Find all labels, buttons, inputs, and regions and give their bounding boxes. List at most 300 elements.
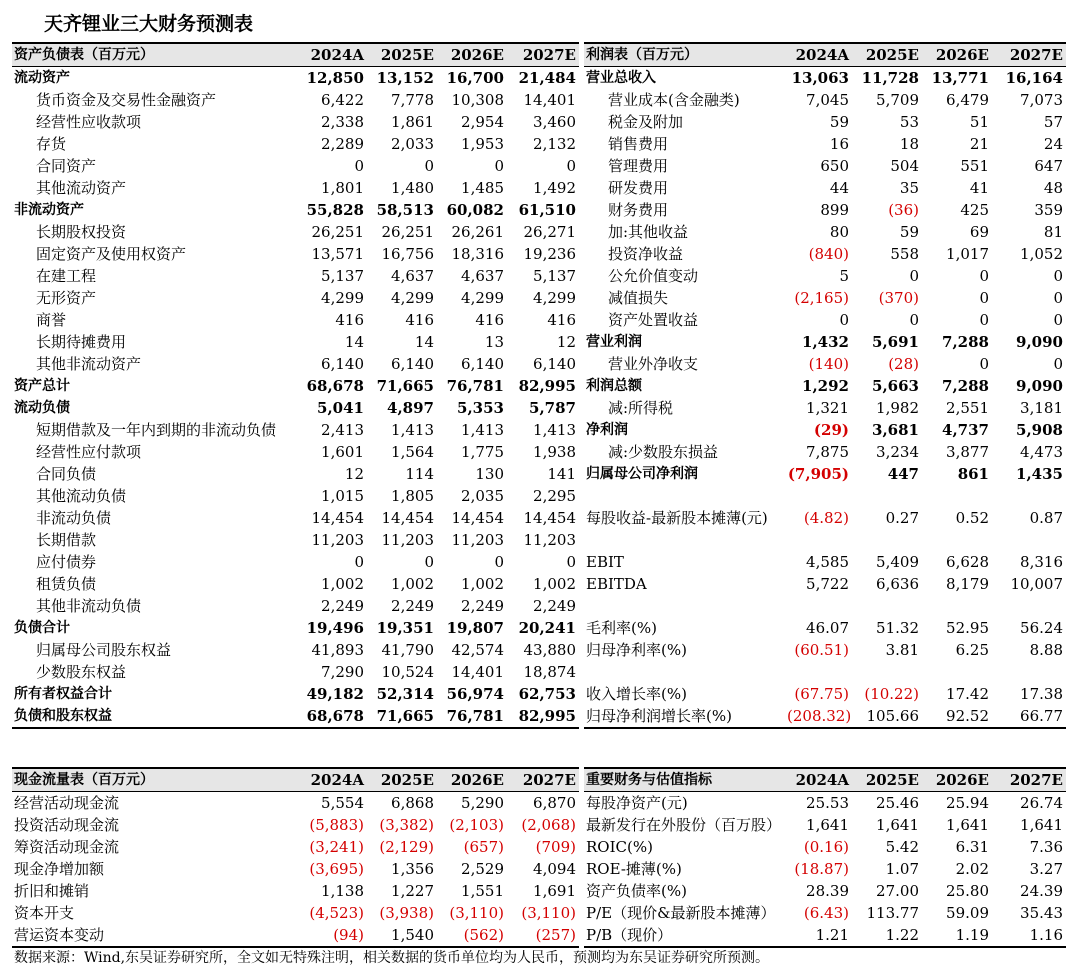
value-cell: 1.22 <box>852 924 922 947</box>
value-cell: 92.52 <box>922 705 992 728</box>
row-label: 投资活动现金流 <box>14 816 120 834</box>
value-cell: 558 <box>890 245 919 263</box>
row-label: 应付债券 <box>36 553 97 571</box>
value-cell: 2,132 <box>533 135 576 153</box>
table-row <box>12 221 579 243</box>
row-label: 营业外净收支 <box>608 355 699 373</box>
year-header: 2025E <box>852 43 922 67</box>
value-cell: 1,938 <box>533 443 576 461</box>
value-cell: 1,017 <box>946 245 989 263</box>
value-cell: 11,203 <box>451 531 504 549</box>
value-cell: 25.46 <box>876 794 919 812</box>
table-row <box>584 331 1066 353</box>
value-cell: 24 <box>1043 135 1063 153</box>
value-cell: 4,637 <box>461 267 504 285</box>
value-cell: 8,316 <box>1020 553 1063 571</box>
year-header: 2024A <box>787 43 852 67</box>
table-row <box>12 880 579 902</box>
value-cell: 0 <box>909 267 919 285</box>
value-cell: 1,485 <box>461 179 504 197</box>
table-row <box>584 397 1066 419</box>
row-label: EBIT <box>586 553 624 571</box>
row-label <box>584 485 787 507</box>
value-cell: 2,249 <box>391 597 434 615</box>
row-label: 非流动负债 <box>36 509 112 527</box>
value-cell: 425 <box>960 201 989 219</box>
row-label: 税金及附加 <box>608 113 684 131</box>
value-cell: (2,129) <box>379 838 434 856</box>
table-row <box>584 177 1066 199</box>
value-cell: 6,870 <box>533 794 576 812</box>
value-cell: 20,241 <box>518 619 576 637</box>
row-label: 研发费用 <box>608 179 669 197</box>
value-cell: 59 <box>829 113 849 131</box>
table-row <box>12 331 579 353</box>
table-row <box>584 67 1066 90</box>
valuation-indicators-table <box>584 767 1066 948</box>
table-row <box>12 573 579 595</box>
value-cell: 5,691 <box>872 333 919 351</box>
row-label: 长期股权投资 <box>36 223 127 241</box>
value-cell: 5,554 <box>321 794 364 812</box>
value-cell: 2.02 <box>955 860 989 878</box>
table-row <box>584 858 1066 880</box>
value-cell: 53 <box>899 113 919 131</box>
value-cell: (18.87) <box>794 860 849 878</box>
value-cell: 4,737 <box>942 421 989 439</box>
value-cell <box>922 595 992 617</box>
value-cell: 1,564 <box>391 443 434 461</box>
value-cell: 114 <box>405 465 434 483</box>
value-cell: 35.43 <box>1020 904 1063 922</box>
value-cell: 25.53 <box>806 794 849 812</box>
row-label: 财务费用 <box>608 201 669 219</box>
row-label: 合同负债 <box>36 465 97 483</box>
value-cell: 42,574 <box>451 641 504 659</box>
value-cell: 6,140 <box>321 355 364 373</box>
table-row <box>584 551 1066 573</box>
row-label: 归属母公司股东权益 <box>36 641 172 659</box>
row-label: 资产负债率(%) <box>586 882 687 900</box>
value-cell: 41,893 <box>311 641 364 659</box>
table-row <box>12 858 579 880</box>
value-cell <box>852 595 922 617</box>
value-cell: 61,510 <box>518 201 576 219</box>
value-cell: 416 <box>335 311 364 329</box>
value-cell: 416 <box>475 311 504 329</box>
value-cell: 43,880 <box>523 641 576 659</box>
table-row <box>12 507 579 529</box>
value-cell: 16 <box>829 135 849 153</box>
row-label: 营运资本变动 <box>12 924 303 947</box>
value-cell: 0 <box>354 553 364 571</box>
value-cell: 5,787 <box>529 399 576 417</box>
value-cell: (562) <box>437 924 507 947</box>
value-cell: 0 <box>979 311 989 329</box>
year-header: 2025E <box>367 43 437 67</box>
row-label: 减:少数股东损益 <box>608 443 719 461</box>
table-row <box>584 375 1066 397</box>
row-label: 少数股东权益 <box>36 663 127 681</box>
value-cell: 1.16 <box>992 924 1066 947</box>
table-row <box>12 617 579 639</box>
value-cell: 1,641 <box>876 816 919 834</box>
value-cell: 26,251 <box>381 223 434 241</box>
value-cell: 16,700 <box>446 69 504 87</box>
table-row <box>12 529 579 551</box>
year-header: 2026E <box>437 768 507 792</box>
value-cell: 1,227 <box>391 882 434 900</box>
table-row <box>584 924 1066 947</box>
year-header: 2026E <box>922 43 992 67</box>
value-cell: 5,290 <box>461 794 504 812</box>
value-cell: 10,007 <box>1010 575 1063 593</box>
value-cell: 4,299 <box>321 289 364 307</box>
value-cell: (257) <box>507 924 579 947</box>
value-cell: 504 <box>890 157 919 175</box>
table-row <box>584 814 1066 836</box>
value-cell: 49,182 <box>306 685 364 703</box>
value-cell: 58,513 <box>376 201 434 219</box>
value-cell: 4,299 <box>461 289 504 307</box>
value-cell: 19,351 <box>376 619 434 637</box>
value-cell: 5,663 <box>872 377 919 395</box>
row-label: 其他非流动负债 <box>36 597 142 615</box>
value-cell: 46.07 <box>806 619 849 637</box>
value-cell: (709) <box>535 838 576 856</box>
row-label: 营业成本(含金融类) <box>608 91 740 109</box>
value-cell: 3,877 <box>946 443 989 461</box>
value-cell: (28) <box>888 355 919 373</box>
value-cell: 1,435 <box>1016 465 1063 483</box>
value-cell: 14 <box>414 333 434 351</box>
table-row <box>584 529 1066 551</box>
table-row <box>12 683 579 705</box>
value-cell: 1,801 <box>321 179 364 197</box>
value-cell: 21 <box>969 135 989 153</box>
value-cell: 28.39 <box>806 882 849 900</box>
value-cell: 0 <box>494 157 504 175</box>
year-header: 2024A <box>787 768 852 792</box>
value-cell: 113.77 <box>866 904 919 922</box>
value-cell: (4.82) <box>803 509 849 527</box>
table-row <box>584 221 1066 243</box>
row-label: 现金净增加额 <box>14 860 105 878</box>
value-cell: 71,665 <box>367 705 437 728</box>
value-cell: (3,695) <box>309 860 364 878</box>
year-header: 2024A <box>303 43 367 67</box>
value-cell: 11,203 <box>311 531 364 549</box>
value-cell: 6,868 <box>391 794 434 812</box>
value-cell: 1,052 <box>1020 245 1063 263</box>
row-label: 商誉 <box>36 311 67 329</box>
value-cell: 80 <box>829 223 849 241</box>
table-row <box>584 485 1066 507</box>
value-cell: 6.31 <box>955 838 989 856</box>
value-cell: 25.80 <box>946 882 989 900</box>
table-row <box>12 67 579 90</box>
row-label: P/E（现价&最新股本摊薄） <box>586 904 776 922</box>
value-cell: 17.38 <box>1020 685 1063 703</box>
value-cell: 1,002 <box>321 575 364 593</box>
value-cell: (2,103) <box>449 816 504 834</box>
value-cell: (36) <box>888 201 919 219</box>
row-label: 归母净利润增长率(%) <box>584 705 787 728</box>
value-cell: 14,454 <box>381 509 434 527</box>
value-cell <box>922 485 992 507</box>
value-cell: 1,413 <box>533 421 576 439</box>
value-cell: 26,251 <box>311 223 364 241</box>
value-cell: 130 <box>475 465 504 483</box>
value-cell: 3.27 <box>1029 860 1063 878</box>
value-cell: 12 <box>556 333 576 351</box>
value-cell: 416 <box>405 311 434 329</box>
value-cell: 0.27 <box>885 509 919 527</box>
value-cell: 19,496 <box>306 619 364 637</box>
value-cell: 0 <box>909 311 919 329</box>
value-cell: 551 <box>960 157 989 175</box>
value-cell: 1,551 <box>461 882 504 900</box>
value-cell: 9,090 <box>1016 377 1063 395</box>
value-cell: (140) <box>808 355 849 373</box>
value-cell: 12 <box>344 465 364 483</box>
value-cell: 14,454 <box>523 509 576 527</box>
value-cell: 1,138 <box>321 882 364 900</box>
table-row <box>584 880 1066 902</box>
value-cell: 60,082 <box>446 201 504 219</box>
value-cell: 5,409 <box>876 553 919 571</box>
value-cell <box>922 529 992 551</box>
income-statement-table <box>584 42 1066 729</box>
table-row <box>12 375 579 397</box>
row-label: 存货 <box>36 135 67 153</box>
table-row <box>584 792 1066 815</box>
value-cell: 16,756 <box>381 245 434 263</box>
value-cell: 66.77 <box>992 705 1066 728</box>
value-cell: 1.19 <box>922 924 992 947</box>
row-label: 非流动资产 <box>14 202 84 218</box>
table-header-row <box>12 43 579 67</box>
value-cell: 41,790 <box>381 641 434 659</box>
year-header: 2025E <box>367 768 437 792</box>
value-cell: 26.74 <box>1020 794 1063 812</box>
row-label: 筹资活动现金流 <box>14 838 120 856</box>
value-cell: 13 <box>484 333 504 351</box>
table-row <box>584 265 1066 287</box>
value-cell: 4,299 <box>391 289 434 307</box>
row-label: 所有者权益合计 <box>14 686 112 702</box>
table-row <box>584 507 1066 529</box>
row-label: 流动资产 <box>14 70 70 86</box>
value-cell: 10,524 <box>381 663 434 681</box>
row-label: 其他流动负债 <box>36 487 127 505</box>
row-label <box>584 595 787 617</box>
value-cell: 13,063 <box>791 69 849 87</box>
value-cell: 1,413 <box>391 421 434 439</box>
value-cell: 27.00 <box>876 882 919 900</box>
cash-flow-table <box>12 767 579 948</box>
value-cell: 0 <box>979 267 989 285</box>
year-header: 2027E <box>507 43 579 67</box>
value-cell <box>787 529 852 551</box>
table-row <box>584 89 1066 111</box>
value-cell: 2,551 <box>946 399 989 417</box>
value-cell: 447 <box>887 465 919 483</box>
row-label: 无形资产 <box>36 289 97 307</box>
value-cell: 6.25 <box>955 641 989 659</box>
value-cell: 2,249 <box>461 597 504 615</box>
year-header: 2026E <box>437 43 507 67</box>
value-cell: 17.42 <box>946 685 989 703</box>
row-label: 经营性应收款项 <box>36 113 142 131</box>
value-cell: 105.66 <box>852 705 922 728</box>
value-cell: 48 <box>1043 179 1063 197</box>
value-cell: 2,954 <box>461 113 504 131</box>
row-label: 营业总收入 <box>586 70 656 86</box>
page-title: 天齐锂业三大财务预测表 <box>44 13 254 35</box>
value-cell: 35 <box>899 179 919 197</box>
row-label: 其他非流动资产 <box>36 355 142 373</box>
value-cell: 8.88 <box>1029 641 1063 659</box>
value-cell: 5,722 <box>806 575 849 593</box>
row-label: 其他流动资产 <box>36 179 127 197</box>
table-row <box>584 287 1066 309</box>
value-cell: 5,908 <box>1016 421 1063 439</box>
table-row <box>584 309 1066 331</box>
value-cell: 0 <box>979 289 989 307</box>
value-cell: 1,540 <box>367 924 437 947</box>
value-cell: 52.95 <box>946 619 989 637</box>
table-header-row <box>584 43 1066 67</box>
value-cell: 2,338 <box>321 113 364 131</box>
table-row <box>12 595 579 617</box>
value-cell: (4,523) <box>309 904 364 922</box>
value-cell: 359 <box>1034 201 1063 219</box>
table-row <box>12 397 579 419</box>
value-cell: 7,045 <box>806 91 849 109</box>
value-cell: (840) <box>808 245 849 263</box>
value-cell: 1,356 <box>391 860 434 878</box>
value-cell: 650 <box>820 157 849 175</box>
row-label: 投资净收益 <box>608 245 684 263</box>
value-cell: 18,874 <box>523 663 576 681</box>
value-cell: 1,292 <box>802 377 849 395</box>
value-cell: 1,953 <box>461 135 504 153</box>
value-cell: 5,137 <box>321 267 364 285</box>
row-label: 经营性应付款项 <box>36 443 142 461</box>
value-cell: 1,492 <box>533 179 576 197</box>
table-row <box>584 661 1066 683</box>
value-cell: (208.32) <box>787 705 852 728</box>
value-cell: (67.75) <box>794 685 849 703</box>
balance-sheet-table <box>12 42 579 729</box>
row-label: 流动负债 <box>14 400 70 416</box>
value-cell: 0 <box>566 553 576 571</box>
table-header-row <box>584 768 1066 792</box>
value-cell: 76,781 <box>437 705 507 728</box>
value-cell: 1,601 <box>321 443 364 461</box>
row-label: 在建工程 <box>36 267 97 285</box>
table-title: 资产负债表（百万元） <box>12 43 303 67</box>
value-cell: 14,401 <box>451 663 504 681</box>
value-cell: 82,995 <box>518 377 576 395</box>
value-cell: 1,775 <box>461 443 504 461</box>
value-cell: 1,641 <box>946 816 989 834</box>
row-label: 经营活动现金流 <box>14 794 120 812</box>
row-label: 固定资产及使用权资产 <box>36 245 187 263</box>
table-title: 现金流量表（百万元） <box>12 768 303 792</box>
value-cell: 71,665 <box>376 377 434 395</box>
row-label: 负债和股东权益 <box>12 705 303 728</box>
value-cell: 6,628 <box>946 553 989 571</box>
row-label: 资产总计 <box>14 378 70 394</box>
value-cell: 56,974 <box>446 685 504 703</box>
value-cell: 82,995 <box>507 705 579 728</box>
value-cell: 0 <box>494 553 504 571</box>
row-label <box>584 529 787 551</box>
value-cell: 21,484 <box>518 69 576 87</box>
table-row <box>12 89 579 111</box>
value-cell: 2,529 <box>461 860 504 878</box>
value-cell <box>992 529 1066 551</box>
value-cell: (3,110) <box>521 904 576 922</box>
table-row <box>12 441 579 463</box>
year-header: 2025E <box>852 768 922 792</box>
value-cell: 18 <box>899 135 919 153</box>
value-cell: 861 <box>957 465 989 483</box>
row-label: ROE-摊薄(%) <box>586 860 682 878</box>
table-row <box>12 924 579 947</box>
value-cell: (3,382) <box>379 816 434 834</box>
value-cell: 1,015 <box>321 487 364 505</box>
value-cell: 647 <box>1034 157 1063 175</box>
table-row <box>12 419 579 441</box>
value-cell: 25.94 <box>946 794 989 812</box>
row-label: 销售费用 <box>608 135 669 153</box>
value-cell <box>852 661 922 683</box>
value-cell: 0 <box>424 553 434 571</box>
value-cell: 14,454 <box>311 509 364 527</box>
value-cell: 5,041 <box>317 399 364 417</box>
row-label: 归母净利率(%) <box>586 641 687 659</box>
value-cell <box>852 529 922 551</box>
value-cell: 1,480 <box>391 179 434 197</box>
value-cell: (3,110) <box>449 904 504 922</box>
row-label: 净利润 <box>586 422 628 438</box>
table-row <box>584 463 1066 485</box>
value-cell: (3,241) <box>309 838 364 856</box>
value-cell: 6,140 <box>391 355 434 373</box>
row-label: 资产处置收益 <box>608 311 699 329</box>
value-cell: 13,152 <box>376 69 434 87</box>
row-label: 资本开支 <box>14 904 75 922</box>
value-cell: 56.24 <box>1020 619 1063 637</box>
value-cell: 1,432 <box>802 333 849 351</box>
year-header: 2027E <box>507 768 579 792</box>
value-cell: 11,203 <box>523 531 576 549</box>
table-row <box>584 441 1066 463</box>
value-cell: 0 <box>979 355 989 373</box>
row-label: 加:其他收益 <box>608 223 689 241</box>
table-row <box>584 243 1066 265</box>
value-cell: (2,068) <box>521 816 576 834</box>
value-cell: 4,897 <box>387 399 434 417</box>
value-cell: (5,883) <box>309 816 364 834</box>
row-label <box>584 661 787 683</box>
row-label: 最新发行在外股份（百万股） <box>586 816 782 834</box>
value-cell: 5,353 <box>457 399 504 417</box>
value-cell: 1,321 <box>806 399 849 417</box>
